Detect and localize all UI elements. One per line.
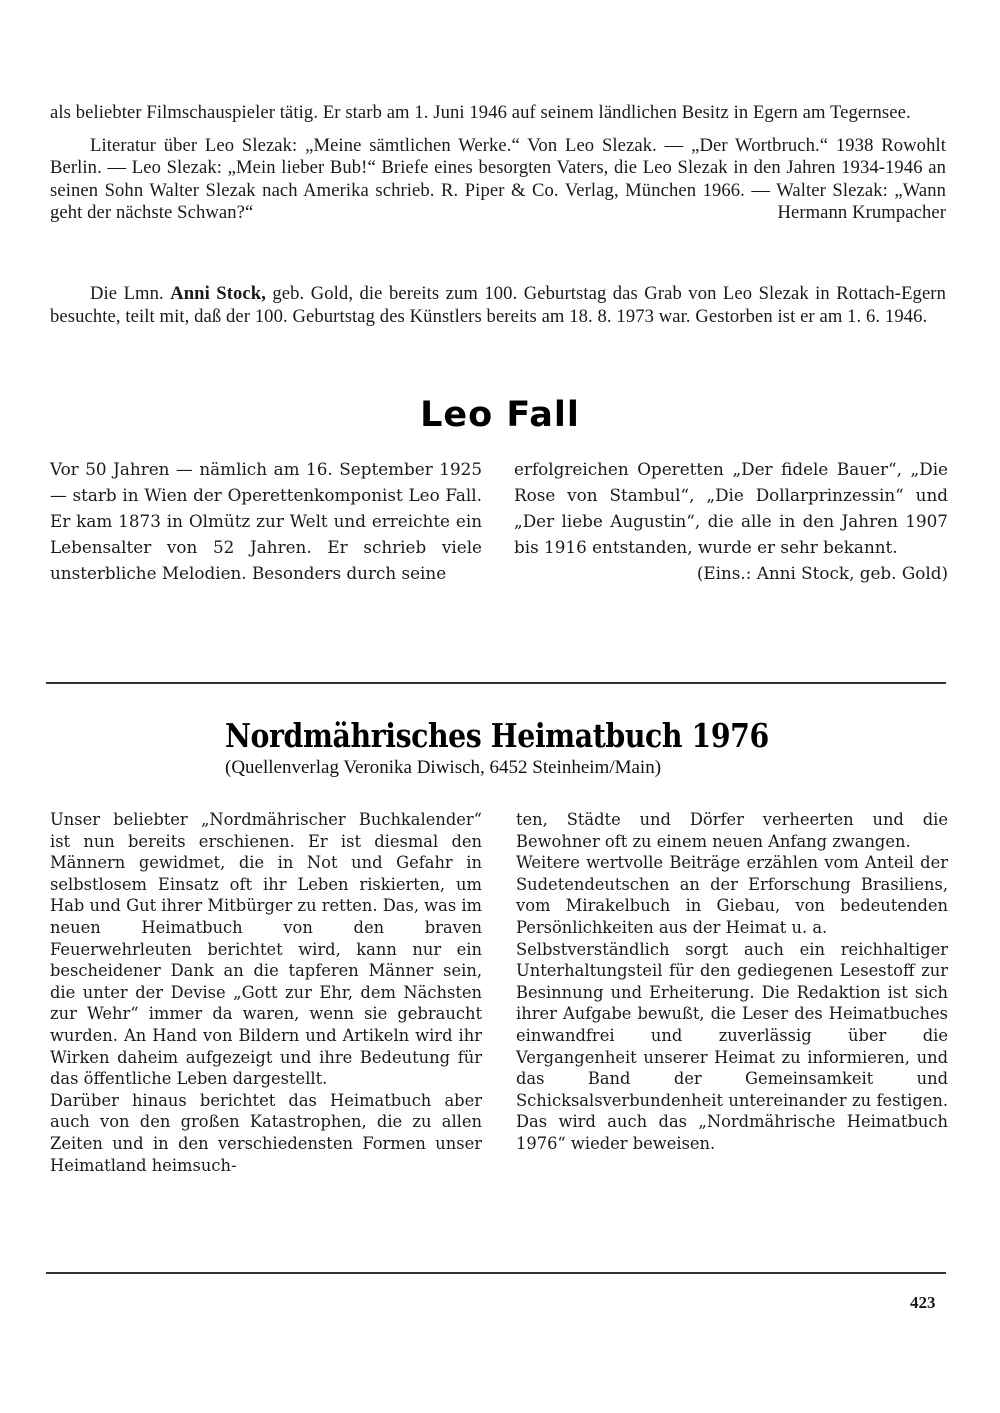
slezak-literature: [50, 135, 946, 225]
heimatbuch-paragraph: Unser beliebter „Nordmährischer Buchkalender“ ist nun bereits erschienen. Er ist diesmal den Männern gewidmet, die in Not und Gefahr in selbstlosem Einsatz oft ihr Leben riskierten, um Hab und Gut ihrer Mitbürger zu retten. Das, was im neuen Heimatbuch von den braven Feuerwehrleuten berichtet wird, kann nur ein bescheidener Dank an die tapferen Männer sein, die unter der Devise „Gott zur Ehr, dem Nächsten zur Wehr“ immer da waren, wenn sie gebraucht wurden. An Hand von Bildern und Artikeln wird ihr Wirken daheim aufgezeigt und ihre Bedeutung für das öffentliche Leben dargestellt.: [50, 810, 482, 1089]
section-divider: [46, 682, 946, 684]
heimatbuch-subtitle: (Quellenverlag Veronika Diwisch, 6452 Steinheim/Main): [225, 757, 662, 778]
leo-fall-text: erfolgreichen Operetten „Der fidele Bauer“, „Die Rose von Stambul“, „Die Dollarprinzessin“ und „Der liebe Augustin“, die alle in den Jahren 1907 bis 1916 entstanden, wurde er sehr bekannt.: [514, 459, 948, 557]
literature-text: Literatur über Leo Slezak: „Meine sämtlichen Werke.“ Von Leo Slezak. — „Der Wortbruch.“ 1938 Rowohlt Berlin. — Leo Slezak: „Mein lieber Bub!“ Briefe eines besorgten Vaters, die Leo Slezak in den Jahren 1934-1946 an seinen Sohn Walter Slezak nach Amerika schrieb. R. Piper & Co. Verlag, München 1966. — Walter Slezak: „Wann geht der nächste Schwan?“: [50, 134, 946, 223]
note-rest: geb. Gold, die bereits zum 100. Geburtstag das Grab von Leo Slezak in Rottach-Egern besuchte, teilt mit, daß der 100. Geburtstag des Künstlers bereits am 18. 8. 1973 war. Gestorben ist er am 1. 6. 1946.: [50, 283, 946, 327]
heimatbuch-paragraph: Darüber hinaus berichtet das Heimatbuch aber auch von den großen Katastrophen, die zu allen Zeiten und in den verschiedensten Formen unser Heimatland heimsuch-: [50, 1090, 482, 1175]
heimatbuch-heading: Nordmährisches Heimatbuch 1976: [225, 716, 769, 755]
leo-fall-column-2: [514, 456, 948, 586]
leo-fall-credit: (Eins.: Anni Stock, geb. Gold): [696, 563, 948, 583]
leo-fall-heading: Leo Fall: [420, 395, 580, 435]
note-paragraph: [50, 283, 946, 328]
note-prefix: Die Lmn.: [90, 283, 164, 304]
article-author: Hermann Krumpacher: [777, 202, 946, 223]
slezak-note: [50, 283, 946, 328]
slezak-paragraph: als beliebter Filmschauspieler tätig. Er starb am 1. Juni 1946 auf seinem ländlichen Besitz in Egern am Tegernsee.: [50, 102, 911, 123]
leo-fall-column-1: Vor 50 Jahren — nämlich am 16. September 1925 — starb in Wien der Operettenkomponist Leo Fall. Er kam 1873 in Olmütz zur Welt und erreichte ein Lebensalter von 52 Jahren. Er schrieb viele unsterbliche Melodien. Besonders durch seine: [50, 459, 482, 583]
heimatbuch-paragraph: Selbstverständlich sorgt auch ein reichhaltiger Unterhaltungsteil für den gediegenen Lesestoff zur Besinnung und Erheiterung. Die Redaktion ist sich ihrer Aufgabe bewußt, die Leser des Heimatbuches einwandfrei und zuverlässig über die Vergangenheit unserer Heimat zu informieren, und das Band der Gemeinsamkeit und Schicksalsverbundenheit untereinander zu festigen. Das wird auch das „Nordmährische Heimatbuch 1976“ wieder beweisen.: [516, 939, 948, 1153]
heimatbuch-paragraph: ten, Städte und Dörfer verheerten und die Bewohner oft zu einem neuen Anfang zwangen.: [516, 810, 948, 851]
heimatbuch-paragraph: Weitere wertvolle Beiträge erzählen vom Anteil der Sudetendeutschen an der Erforschung Brasiliens, vom Mirakelbuch in Giebau, von bedeutenden Persönlichkeiten aus der Heimat u. a.: [516, 853, 948, 937]
heimatbuch-column-2: [516, 809, 948, 1155]
heimatbuch-column-1: [50, 809, 482, 1176]
note-name: Anni Stock,: [170, 283, 266, 304]
footer-divider: [46, 1272, 946, 1274]
page-number: 423: [910, 1293, 936, 1312]
slezak-article-end: [50, 102, 946, 225]
